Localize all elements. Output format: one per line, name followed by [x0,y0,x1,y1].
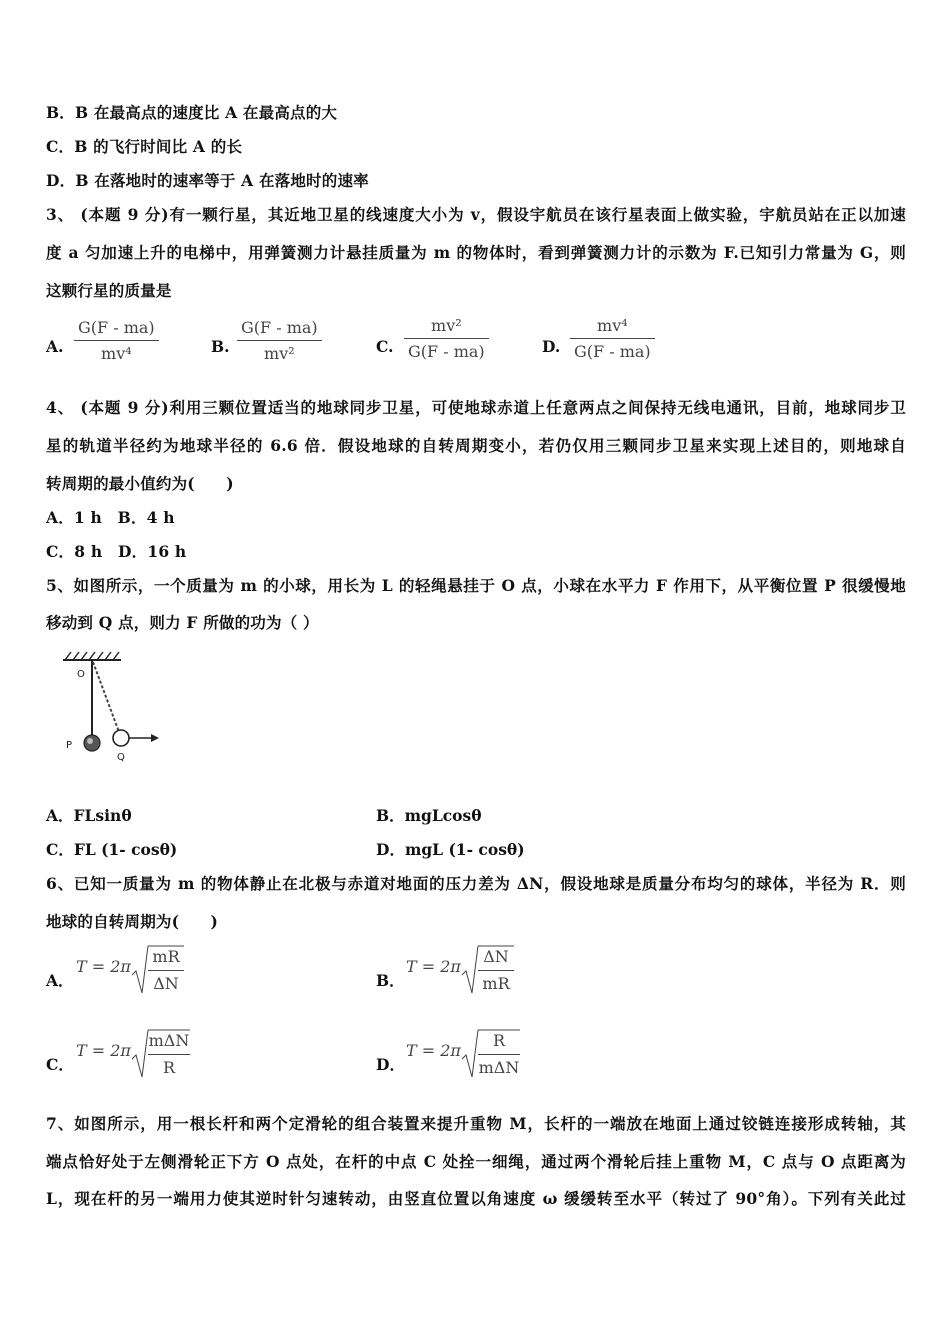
ball-q [113,730,129,746]
q3-option-d-formula: $\frac{\text{mv⁴}}{G(F - ma)}$ [570,316,655,361]
q5-option-d: D．mgL (1- cosθ) [376,840,525,859]
q3-line-1: 3、 (本题 9 分)有一颗行星，其近地卫星的线速度大小为 v，假设宇航员在该行星表面上做实验，宇航员站在正以加速 [46,205,906,224]
q5-line-2: 移动到 Q 点，则力 F 所做的功为（ ） [46,613,319,632]
q3-option-a-label: A. [46,337,64,356]
q3-line-3: 这颗行星的质量是 [46,281,172,300]
rope-dashed [93,662,119,732]
q4-line-3: 转周期的最小值约为( ) [46,474,234,493]
q4-line-2: 星的轨道半径约为地球半径的 6.6 倍．假设地球的自转周期变小，若仍仅用三颗同步卫星来实现上述目的，则地球自 [46,436,906,455]
option-b-prev: B．B 在最高点的速度比 A 在最高点的大 [46,103,338,122]
q7-line-3: L，现在杆的另一端用力使其逆时针匀速转动，由竖直位置以角速度 ω 缓缓转至水平（转过了 90°角）。下列有关此过 [46,1189,906,1208]
q6-option-a-formula: T = 2π mR ΔN [76,945,186,995]
q5-option-c: C．FL (1- cosθ) [46,840,178,859]
option-c-prev: C．B 的飞行时间比 A 的长 [46,137,243,156]
q4-options-cd: C．8 h D．16 h [46,542,187,561]
q4-line-1: 4、 (本题 9 分)利用三颗位置适当的地球同步卫星，可使地球赤道上任意两点之间保持无线电通讯，目前，地球同步卫 [46,398,906,417]
q3-option-b-label: B. [211,337,230,356]
pendulum-figure [55,648,165,768]
q3-option-d-label: D. [542,337,561,356]
ceiling-hatch [65,652,119,660]
q6-line-1: 6、已知一质量为 m 的物体静止在北极与赤道对地面的压力差为 ΔN，假设地球是质量分布均匀的球体，半径为 R．则 [46,874,906,893]
q6-option-b-formula: T = 2π ΔN mR [406,945,516,995]
q6-option-c-label: C． [46,1055,74,1074]
label-q: Q [117,752,125,763]
q6-option-b-label: B． [376,971,405,990]
label-p: P [66,740,73,751]
q6-option-c-formula: T = 2π mΔN R [76,1031,190,1077]
q7-line-1: 7、如图所示，用一根长杆和两个定滑轮的组合装置来提升重物 M，长杆的一端放在地面上通过铰链连接形成转轴，其 [46,1114,906,1133]
q6-line-2: 地球的自转周期为( ) [46,912,219,931]
q6-option-a-label: A． [46,971,74,990]
q6-option-d-label: D． [376,1055,405,1074]
label-o: O [77,669,85,680]
q3-option-c-label: C. [376,337,394,356]
q5-option-a: A．FLsinθ [46,806,132,825]
option-d-prev: D．B 在落地时的速率等于 A 在落地时的速率 [46,171,369,190]
q4-options-ab: A．1 h B．4 h [46,508,175,527]
q3-option-a-formula: $\frac{G(F - ma)}{\text{mv⁴}}$ [74,318,159,363]
q3-option-c-formula: $\frac{\text{mv²}}{G(F - ma)}$ [404,316,489,361]
force-arrow-head [151,734,159,742]
q7-line-2: 端点恰好处于左侧滑轮正下方 O 点处，在杆的中点 C 处拴一细绳，通过两个滑轮后挂上重物 M，C 点与 O 点距离为 [46,1152,906,1171]
q3-option-b-formula: $\frac{G(F - ma)}{\text{mv²}}$ [237,318,322,363]
q6-option-d-formula: T = 2π R mΔN [406,1031,520,1077]
q5-option-b: B．mgLcosθ [376,806,482,825]
q3-line-2: 度 a 匀加速上升的电梯中，用弹簧测力计悬挂质量为 m 的物体时，看到弹簧测力计的示数为 F.已知引力常量为 G，则 [46,243,906,262]
q5-line-1: 5、如图所示，一个质量为 m 的小球，用长为 L 的轻绳悬挂于 O 点，小球在水平力 F 作用下，从平衡位置 P 很缓慢地 [46,576,906,595]
